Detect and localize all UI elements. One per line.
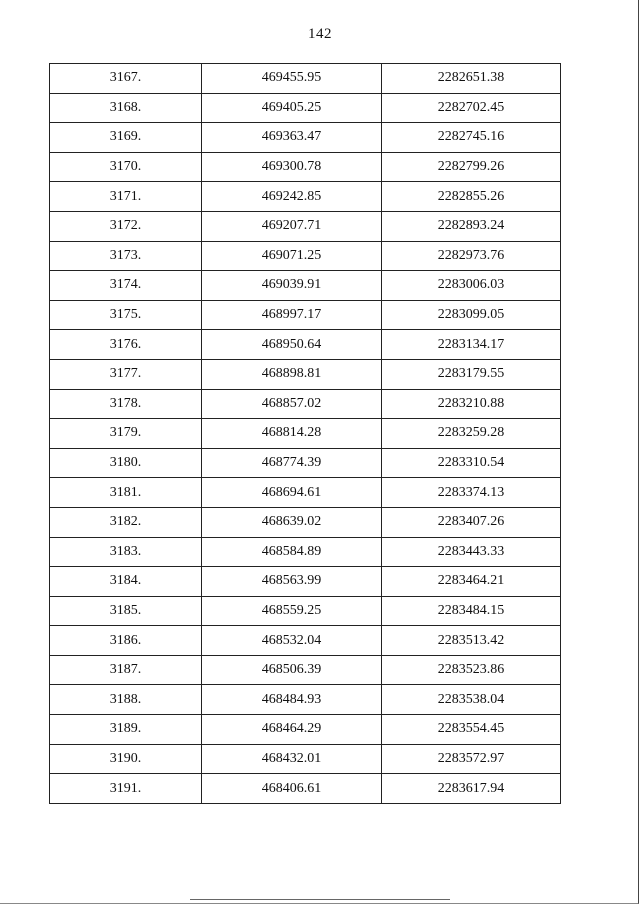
- y-coordinate-cell: 2283134.17: [382, 330, 561, 360]
- y-coordinate-cell: 2283443.33: [382, 537, 561, 567]
- y-coordinate-cell: 2283006.03: [382, 271, 561, 301]
- y-coordinate-cell: 2283538.04: [382, 685, 561, 715]
- point-number-cell: 3172.: [50, 211, 202, 241]
- point-number-cell: 3170.: [50, 152, 202, 182]
- table-row: [50, 271, 561, 301]
- table-row: [50, 744, 561, 774]
- point-number-cell: 3182.: [50, 507, 202, 537]
- table-row: [50, 211, 561, 241]
- point-number-cell: 3169.: [50, 123, 202, 153]
- x-coordinate-cell: 468997.17: [202, 300, 382, 330]
- table-row: [50, 359, 561, 389]
- table-row: [50, 715, 561, 745]
- y-coordinate-cell: 2282855.26: [382, 182, 561, 212]
- point-number-cell: 3174.: [50, 271, 202, 301]
- point-number-cell: 3176.: [50, 330, 202, 360]
- point-number-cell: 3177.: [50, 359, 202, 389]
- table-row: [50, 300, 561, 330]
- table-row: [50, 478, 561, 508]
- point-number-cell: 3173.: [50, 241, 202, 271]
- x-coordinate-cell: 469363.47: [202, 123, 382, 153]
- table-row: [50, 241, 561, 271]
- table-row: [50, 537, 561, 567]
- x-coordinate-cell: 468584.89: [202, 537, 382, 567]
- x-coordinate-cell: 469300.78: [202, 152, 382, 182]
- page-number: 142: [308, 26, 332, 42]
- x-coordinate-cell: 468532.04: [202, 626, 382, 656]
- x-coordinate-cell: 469242.85: [202, 182, 382, 212]
- point-number-cell: 3179.: [50, 419, 202, 449]
- x-coordinate-cell: 469039.91: [202, 271, 382, 301]
- point-number-cell: 3168.: [50, 93, 202, 123]
- table-row: [50, 685, 561, 715]
- point-number-cell: 3188.: [50, 685, 202, 715]
- x-coordinate-cell: 469405.25: [202, 93, 382, 123]
- point-number-cell: 3184.: [50, 567, 202, 597]
- point-number-cell: 3178.: [50, 389, 202, 419]
- point-number-cell: 3181.: [50, 478, 202, 508]
- y-coordinate-cell: 2283523.86: [382, 655, 561, 685]
- x-coordinate-cell: 468774.39: [202, 448, 382, 478]
- x-coordinate-cell: 468484.93: [202, 685, 382, 715]
- point-number-cell: 3175.: [50, 300, 202, 330]
- x-coordinate-cell: 468898.81: [202, 359, 382, 389]
- table-row: [50, 774, 561, 804]
- point-number-cell: 3189.: [50, 715, 202, 745]
- y-coordinate-cell: 2282651.38: [382, 64, 561, 94]
- y-coordinate-cell: 2283617.94: [382, 774, 561, 804]
- y-coordinate-cell: 2282702.45: [382, 93, 561, 123]
- y-coordinate-cell: 2283210.88: [382, 389, 561, 419]
- coordinates-table: [49, 63, 561, 804]
- x-coordinate-cell: 468506.39: [202, 655, 382, 685]
- point-number-cell: 3186.: [50, 626, 202, 656]
- x-coordinate-cell: 468432.01: [202, 744, 382, 774]
- y-coordinate-cell: 2283179.55: [382, 359, 561, 389]
- table-row: [50, 596, 561, 626]
- point-number-cell: 3167.: [50, 64, 202, 94]
- point-number-cell: 3171.: [50, 182, 202, 212]
- table-row: [50, 64, 561, 94]
- y-coordinate-cell: 2283407.26: [382, 507, 561, 537]
- x-coordinate-cell: 468694.61: [202, 478, 382, 508]
- x-coordinate-cell: 469455.95: [202, 64, 382, 94]
- table-row: [50, 448, 561, 478]
- table-row: [50, 93, 561, 123]
- point-number-cell: 3187.: [50, 655, 202, 685]
- table-row: [50, 655, 561, 685]
- y-coordinate-cell: 2283554.45: [382, 715, 561, 745]
- x-coordinate-cell: 468406.61: [202, 774, 382, 804]
- x-coordinate-cell: 468464.29: [202, 715, 382, 745]
- x-coordinate-cell: 468559.25: [202, 596, 382, 626]
- table-row: [50, 567, 561, 597]
- x-coordinate-cell: 468814.28: [202, 419, 382, 449]
- x-coordinate-cell: 468639.02: [202, 507, 382, 537]
- y-coordinate-cell: 2282799.26: [382, 152, 561, 182]
- y-coordinate-cell: 2283464.21: [382, 567, 561, 597]
- point-number-cell: 3190.: [50, 744, 202, 774]
- point-number-cell: 3183.: [50, 537, 202, 567]
- y-coordinate-cell: 2283259.28: [382, 419, 561, 449]
- x-coordinate-cell: 469207.71: [202, 211, 382, 241]
- table-row: [50, 389, 561, 419]
- table-row: [50, 507, 561, 537]
- point-number-cell: 3180.: [50, 448, 202, 478]
- y-coordinate-cell: 2283099.05: [382, 300, 561, 330]
- y-coordinate-cell: 2283572.97: [382, 744, 561, 774]
- x-coordinate-cell: 469071.25: [202, 241, 382, 271]
- bottom-rule: [190, 899, 450, 900]
- point-number-cell: 3185.: [50, 596, 202, 626]
- coordinates-table-body: [50, 64, 561, 804]
- x-coordinate-cell: 468563.99: [202, 567, 382, 597]
- table-row: [50, 123, 561, 153]
- y-coordinate-cell: 2283310.54: [382, 448, 561, 478]
- table-row: [50, 152, 561, 182]
- x-coordinate-cell: 468950.64: [202, 330, 382, 360]
- y-coordinate-cell: 2282893.24: [382, 211, 561, 241]
- y-coordinate-cell: 2283374.13: [382, 478, 561, 508]
- y-coordinate-cell: 2283484.15: [382, 596, 561, 626]
- y-coordinate-cell: 2282745.16: [382, 123, 561, 153]
- y-coordinate-cell: 2282973.76: [382, 241, 561, 271]
- x-coordinate-cell: 468857.02: [202, 389, 382, 419]
- table-row: [50, 182, 561, 212]
- table-row: [50, 626, 561, 656]
- point-number-cell: 3191.: [50, 774, 202, 804]
- y-coordinate-cell: 2283513.42: [382, 626, 561, 656]
- table-row: [50, 419, 561, 449]
- table-row: [50, 330, 561, 360]
